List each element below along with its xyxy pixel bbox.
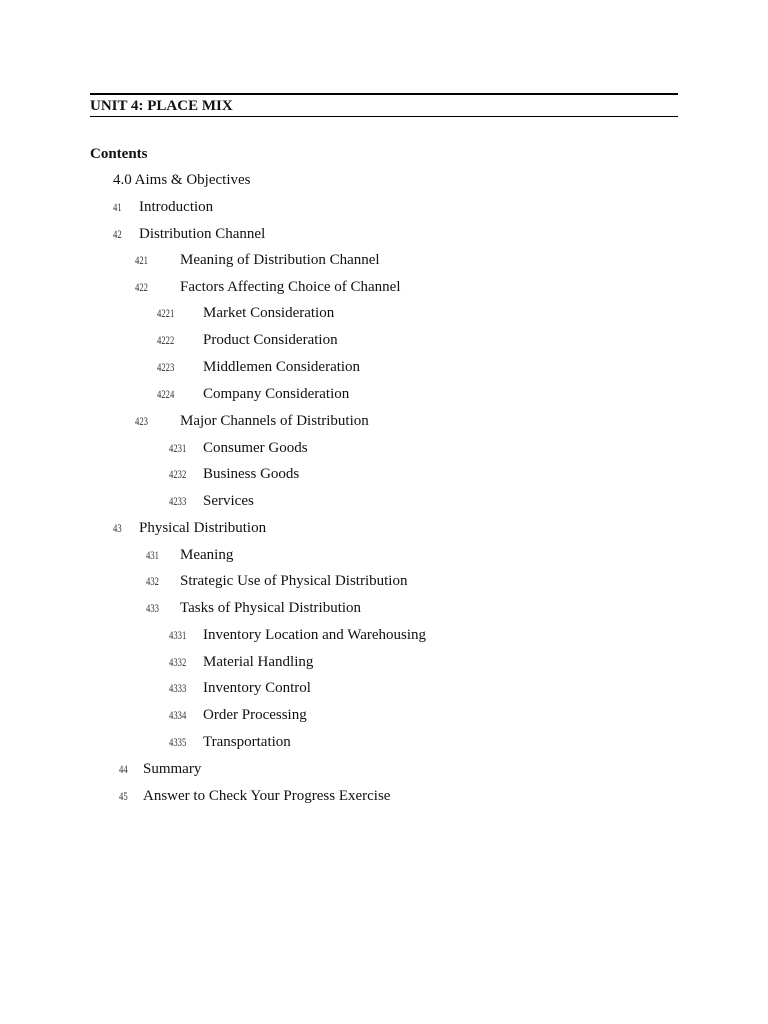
toc-item-title: Company Consideration <box>203 386 350 402</box>
toc-item-number: 4332 <box>169 655 187 669</box>
header-rule-bottom <box>90 116 678 117</box>
toc-item-title: Product Consideration <box>203 332 338 348</box>
toc-item-number: 45 <box>119 789 128 803</box>
toc-item-number: 423 <box>135 414 148 428</box>
toc-item-number: 4221 <box>157 306 175 320</box>
toc-item-number: 44 <box>119 762 128 776</box>
toc-item-number: 43 <box>113 521 122 535</box>
toc-item-number: 421 <box>135 253 148 267</box>
toc-item-number: 431 <box>146 548 159 562</box>
toc-item-title: Introduction <box>139 199 214 215</box>
toc-item-title: Meaning <box>180 547 234 563</box>
toc-item-number: 4331 <box>169 628 187 642</box>
toc-item-number: 4224 <box>157 387 175 401</box>
toc-item-number: 42 <box>113 227 122 241</box>
toc-item-title: Answer to Check Your Progress Exercise <box>143 788 391 804</box>
unit-title: UNIT 4: PLACE MIX <box>90 98 233 114</box>
toc-item-title: Consumer Goods <box>203 440 308 456</box>
toc-item-number: 4333 <box>169 681 187 695</box>
toc-item-number: 4223 <box>157 360 175 374</box>
toc-item-title: Order Processing <box>203 707 307 723</box>
toc-item-title: 4.0 Aims & Objectives <box>113 172 251 188</box>
toc-item-number: 432 <box>146 574 159 588</box>
toc-item-number: 433 <box>146 601 159 615</box>
toc-item-number: 41 <box>113 200 122 214</box>
toc-item-title: Major Channels of Distribution <box>180 413 369 429</box>
toc-item-title: Distribution Channel <box>139 226 266 242</box>
toc-item-title: Middlemen Consideration <box>203 359 361 375</box>
toc-item-number: 4232 <box>169 467 187 481</box>
toc-item-title: Material Handling <box>203 654 314 670</box>
toc-item-number: 422 <box>135 280 148 294</box>
toc-item-number: 4233 <box>169 494 187 508</box>
toc-item-title: Business Goods <box>203 466 300 482</box>
toc-item-number: 4334 <box>169 708 187 722</box>
toc-item-title: Inventory Control <box>203 680 311 696</box>
toc-item-title: Tasks of Physical Distribution <box>180 600 362 616</box>
toc-item-title: Market Consideration <box>203 305 335 321</box>
toc-item-number: 4231 <box>169 441 187 455</box>
toc-item-title: Strategic Use of Physical Distribution <box>180 573 408 589</box>
toc-item-title: Inventory Location and Warehousing <box>203 627 427 643</box>
toc-item-title: Transportation <box>203 734 291 750</box>
toc-item-number: 4335 <box>169 735 187 749</box>
header-rule-top <box>90 93 678 95</box>
contents-heading: Contents <box>90 146 148 162</box>
toc-item-title: Physical Distribution <box>139 520 267 536</box>
toc-item-title: Summary <box>143 761 202 777</box>
toc-item-number: 4222 <box>157 333 175 347</box>
toc-item-title: Meaning of Distribution Channel <box>180 252 380 268</box>
toc-item-title: Services <box>203 493 254 509</box>
toc-item-title: Factors Affecting Choice of Channel <box>180 279 401 295</box>
